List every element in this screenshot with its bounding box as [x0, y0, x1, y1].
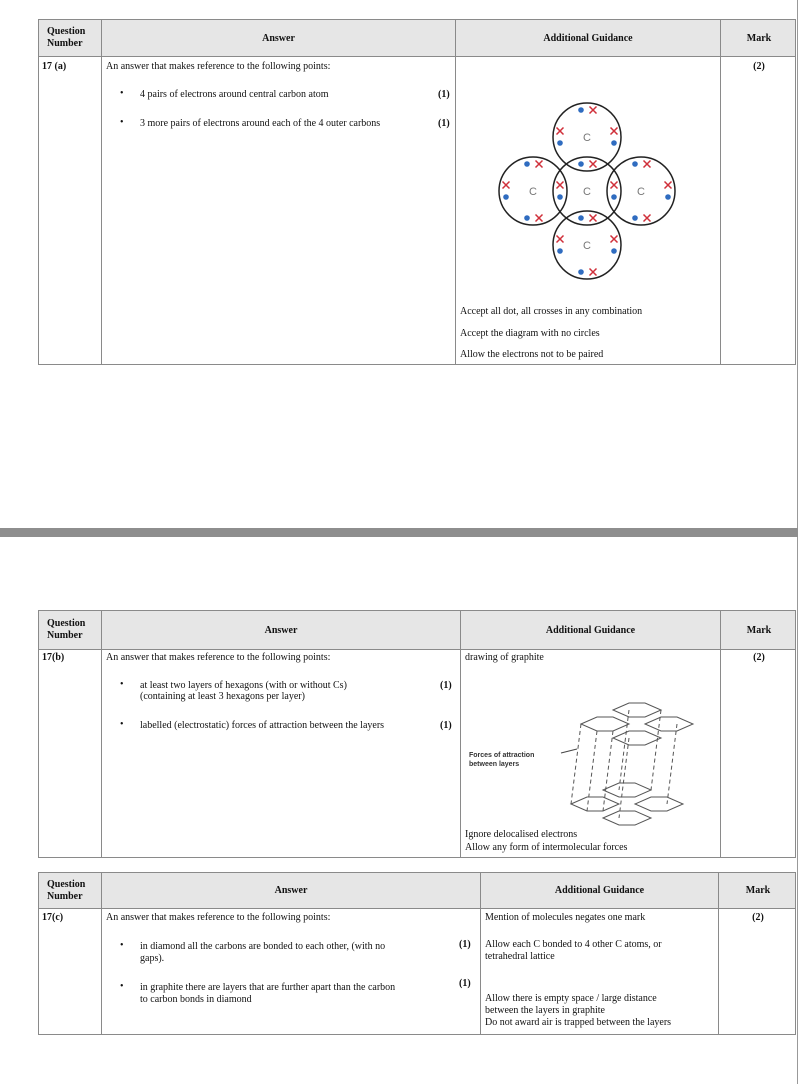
graphite-structure-diagram — [461, 649, 719, 829]
answer-point-cont: (containing at least 3 hexagons per layer) — [140, 691, 305, 702]
guidance-line: between the layers in graphite — [485, 1005, 605, 1016]
electron-dot — [578, 161, 584, 167]
answer-intro: An answer that makes reference to the following points: — [106, 652, 331, 663]
electron-cross — [611, 236, 618, 243]
guidance-line: Do not award air is trapped between the layers — [485, 1017, 672, 1028]
electron-dot — [524, 215, 530, 221]
guidance-line: Allow each C bonded to 4 other C atoms, or — [485, 939, 662, 950]
atom-symbol: C — [637, 186, 645, 198]
bullet: • — [120, 981, 124, 992]
interlayer-force-line — [667, 724, 677, 804]
page-separator — [0, 528, 798, 537]
lower-hexagon-layer — [571, 797, 619, 811]
header-question-number: Question Number — [39, 20, 102, 56]
electron-dot — [611, 140, 617, 146]
guidance-line: Allow any form of intermolecular forces — [465, 842, 628, 853]
upper-hexagon-layer — [645, 717, 693, 731]
table-17b — [38, 610, 796, 858]
question-number: 17 (a) — [42, 61, 67, 72]
diagram-label: between layers — [469, 761, 520, 768]
upper-hexagon-layer — [581, 717, 629, 731]
electron-dot — [578, 107, 584, 113]
header-guidance: Additional Guidance — [456, 20, 721, 56]
electron-cross — [590, 161, 597, 168]
electron-cross — [557, 182, 564, 189]
point-mark: (1) — [440, 720, 452, 731]
header-answer: Answer — [102, 20, 456, 56]
answer-point: in graphite there are layers that are further apart than the carbon — [140, 982, 396, 993]
electron-cross — [665, 182, 672, 189]
total-mark: (2) — [752, 912, 764, 923]
electron-dot — [557, 248, 563, 254]
bullet: • — [120, 679, 124, 690]
header-guidance: Additional Guidance — [481, 873, 719, 908]
header-answer: Answer — [102, 873, 481, 908]
guidance-line: Ignore delocalised electrons — [465, 829, 578, 840]
point-mark: (1) — [459, 939, 471, 950]
guidance-line: Allow there is empty space / large distance — [485, 993, 657, 1004]
electron-dot — [557, 194, 563, 200]
lower-hexagon-layer — [635, 797, 683, 811]
electron-cross — [557, 236, 564, 243]
header-answer: Answer — [102, 611, 461, 649]
electron-cross — [536, 161, 543, 168]
electron-dot — [524, 161, 530, 167]
bullet: • — [120, 88, 124, 99]
answer-point: at least two layers of hexagons (with or without Cs) — [140, 680, 347, 691]
atom-symbol: C — [583, 186, 591, 198]
electron-cross — [536, 215, 543, 222]
lower-hexagon-layer — [603, 811, 651, 825]
table-row — [39, 649, 795, 857]
atom-symbol: C — [529, 186, 537, 198]
answer-point-cont: gaps). — [140, 953, 165, 964]
header-mark: Mark — [745, 885, 771, 896]
answer-point: labelled (electrostatic) forces of attraction between the layers — [140, 720, 385, 731]
answer-intro: An answer that makes reference to the following points: — [106, 61, 331, 72]
table-header — [39, 20, 795, 57]
header-mark: Mark — [746, 32, 772, 44]
label-arrow — [561, 749, 577, 753]
electron-dot — [503, 194, 509, 200]
electron-dot — [632, 161, 638, 167]
electron-dot — [611, 248, 617, 254]
electron-cross — [557, 128, 564, 135]
guidance-line: Accept all dot, all crosses in any combination — [460, 306, 643, 317]
header-question-number: Question Number — [39, 611, 102, 649]
answer-point: 4 pairs of electrons around central carbon atom — [140, 89, 329, 100]
diagram-label: Forces of attraction — [469, 752, 535, 759]
atom-symbol: C — [583, 132, 591, 144]
bullet: • — [120, 719, 124, 730]
guidance-line: drawing of graphite — [465, 652, 544, 663]
answer-point: in diamond all the carbons are bonded to each other, (with no — [140, 941, 386, 952]
answer-intro: An answer that makes reference to the following points: — [106, 912, 331, 923]
electron-dot — [557, 140, 563, 146]
electron-dot — [578, 215, 584, 221]
header-question-number: Question Number — [39, 873, 102, 908]
guidance-line: Accept the diagram with no circles — [460, 328, 600, 339]
electron-dot — [665, 194, 671, 200]
table-header — [39, 873, 795, 909]
lower-hexagon-layer — [603, 783, 651, 797]
electron-cross — [611, 182, 618, 189]
electron-cross — [590, 107, 597, 114]
electron-cross — [590, 215, 597, 222]
point-mark: (1) — [438, 89, 450, 100]
header-guidance: Additional Guidance — [461, 611, 721, 649]
diamond-dot-cross-diagram — [456, 56, 720, 296]
total-mark: (2) — [753, 652, 765, 663]
interlayer-force-line — [587, 731, 597, 811]
electron-cross — [611, 128, 618, 135]
question-number: 17(b) — [42, 652, 65, 663]
bullet: • — [120, 940, 124, 951]
table-17c — [38, 872, 796, 1035]
interlayer-force-line — [571, 724, 581, 804]
answer-point: 3 more pairs of electrons around each of the 4 outer carbons — [140, 118, 381, 129]
table-row — [39, 908, 795, 1034]
electron-dot — [578, 269, 584, 275]
point-mark: (1) — [459, 978, 471, 989]
electron-cross — [503, 182, 510, 189]
header-mark: Mark — [746, 624, 772, 636]
bullet: • — [120, 117, 124, 128]
electron-dot — [632, 215, 638, 221]
interlayer-force-line — [651, 710, 661, 790]
table-17a — [38, 19, 796, 365]
table-header — [39, 611, 795, 650]
guidance-line: Allow the electrons not to be paired — [460, 349, 604, 360]
electron-dot — [611, 194, 617, 200]
point-mark: (1) — [440, 680, 452, 691]
guidance-line: Mention of molecules negates one mark — [485, 912, 646, 923]
electron-cross — [644, 215, 651, 222]
answer-point-cont: to carbon bonds in diamond — [140, 994, 252, 1005]
electron-cross — [644, 161, 651, 168]
table-row — [39, 56, 795, 364]
electron-cross — [590, 269, 597, 276]
upper-hexagon-layer — [613, 703, 661, 717]
guidance-line: tetrahedral lattice — [485, 951, 555, 962]
interlayer-force-line — [619, 738, 629, 818]
upper-hexagon-layer — [613, 731, 661, 745]
atom-symbol: C — [583, 240, 591, 252]
point-mark: (1) — [438, 118, 450, 129]
total-mark: (2) — [753, 61, 765, 72]
question-number: 17(c) — [42, 912, 64, 923]
